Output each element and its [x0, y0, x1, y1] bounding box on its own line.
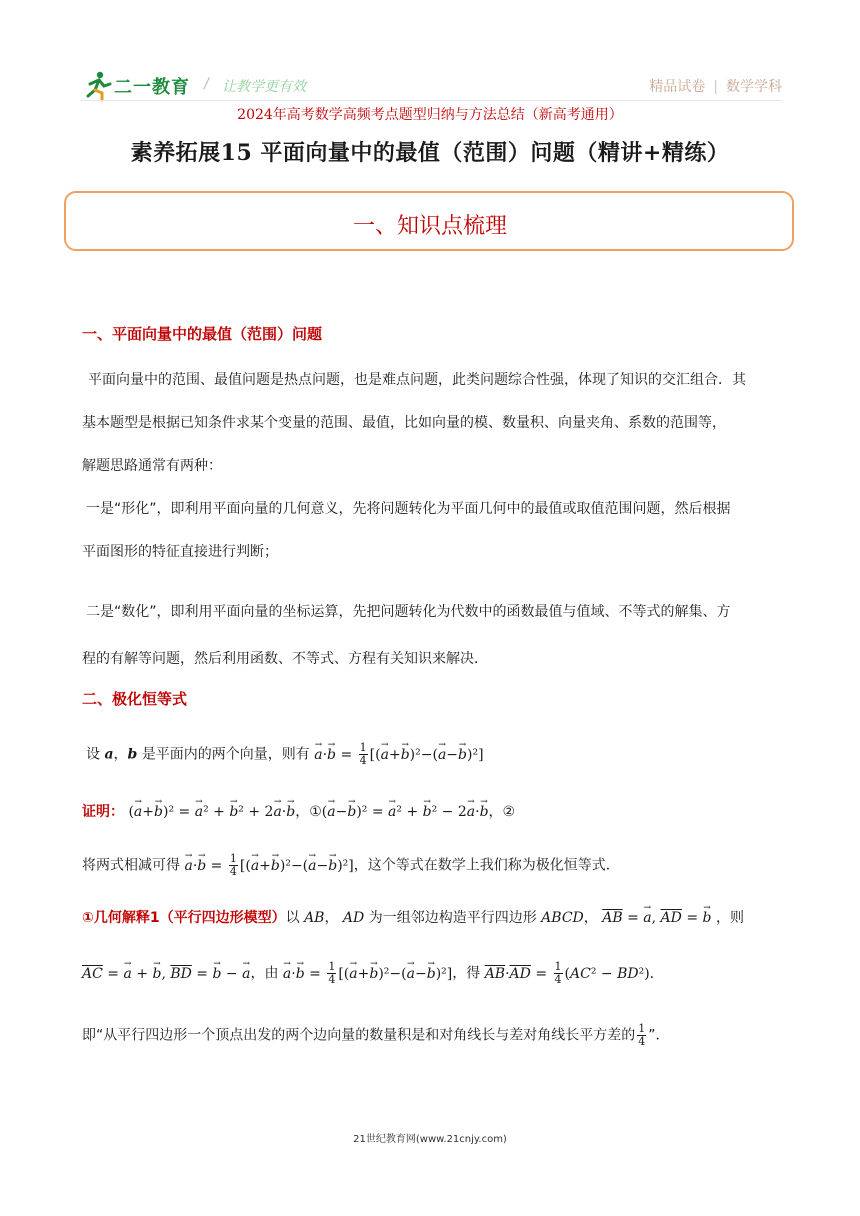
- paragraph-1-line-2: 基本题型是根据已知条件求某个变量的范围、最值，比如向量的模、数量积、向量夹角、系数的范围等，: [82, 415, 726, 431]
- polarization-statement: 设 a，b 是平面内的两个向量，则有 → a·→ b = $\frac{1}{4}$ [(→ a+→ b)²−(→ a−→ b)²]: [86, 742, 484, 767]
- footer: 21世纪教育网(www.21cnjy.com): [353, 1134, 507, 1145]
- logo-text: 二一教育: [114, 77, 190, 98]
- paragraph-3-line-2: 程的有解等问题，然后利用函数、不等式、方程有关知识来解决．: [82, 651, 488, 667]
- logo: [80, 70, 210, 102]
- slogan-separator: /: [204, 76, 209, 92]
- paragraph-1-line-1: 平面向量中的范围、最值问题是热点问题，也是难点问题，此类问题综合性强，体现了知识的交汇组合．其: [88, 372, 746, 388]
- paragraph-1-line-3: 解题思路通常有两种：: [82, 458, 222, 474]
- section-heading-1: 一、平面向量中的最值（范围）问题: [82, 325, 323, 343]
- header-tag-subject: 数学学科: [726, 79, 782, 95]
- conclusion-line: 即“从平行四边形一个顶点出发的两个边向量的数量积是和对角线长与差对角线长平方差的 $\frac{1}{4}$ ”．: [82, 1022, 670, 1048]
- series-title: 2024年高考数学高频考点题型归纳与方法总结（新高考通用）: [237, 107, 623, 123]
- page-title: 素养拓展15 平面向量中的最值（范围）问题（精讲+精练）: [130, 140, 730, 166]
- slogan: 让教学更有效: [222, 79, 306, 95]
- proof-line: 证明： (→ a+→ b)² = → a² + → b² + 2→ a·→ b，①(→ a−→ b)² = → a² + → b² − 2→ a·→ b，②: [82, 800, 515, 824]
- header-tag-premium: 精品试卷: [649, 79, 706, 95]
- section-box-title: 一、知识点梳理: [352, 214, 507, 239]
- geometry-line-1: ①几何解释1（平行四边形模型）以 AB， AD 为一组邻边构造平行四边形 ABCD， $\overline{AB}$ = → a, $\overline{AD}$ = → b ，则: [82, 906, 744, 930]
- polarization-formula: → a·→ b = $\frac{1}{4}$ [(→ a+→ b)²−(→ a−→ b)²]: [314, 747, 483, 763]
- paragraph-2-line-1: 一是“形化”，即利用平面向量的几何意义，先将问题转化为平面几何中的最值或取值范围问题，然后根据: [86, 501, 731, 517]
- geometry-line-2: $\overline{AC}$ = → a + → b, $\overline{BD}$ = → b − → a，由 → a·→ b = $\frac{1}{4}$ [(→ a+→ b)²−(→ a−→ b)²]，得 $\overline{AB}\cdot\overline{AD}$ = $\frac{1}{4}$ (AC² − BD²)．: [82, 961, 664, 986]
- geometry-label: ①几何解释1（平行四边形模型）: [82, 910, 286, 926]
- section-heading-2: 二、极化恒等式: [82, 690, 188, 708]
- paragraph-3-line-1: 二是“数化”，即利用平面向量的坐标运算，先把问题转化为代数中的函数最值与值域、不等式的解集、方: [86, 604, 731, 620]
- runner-logo-icon: [80, 70, 112, 102]
- header-rule: [80, 100, 782, 101]
- paragraph-2-line-2: 平面图形的特征直接进行判断；: [82, 544, 278, 560]
- header-divider: |: [713, 79, 718, 95]
- proof-label: 证明：: [82, 804, 124, 820]
- subtract-line: 将两式相减可得 → a·→ b = $\frac{1}{4}$ [(→ a+→ b)²−(→ a−→ b)²]，这个等式在数学上我们称为极化恒等式．: [82, 853, 620, 878]
- header-right: [649, 76, 782, 96]
